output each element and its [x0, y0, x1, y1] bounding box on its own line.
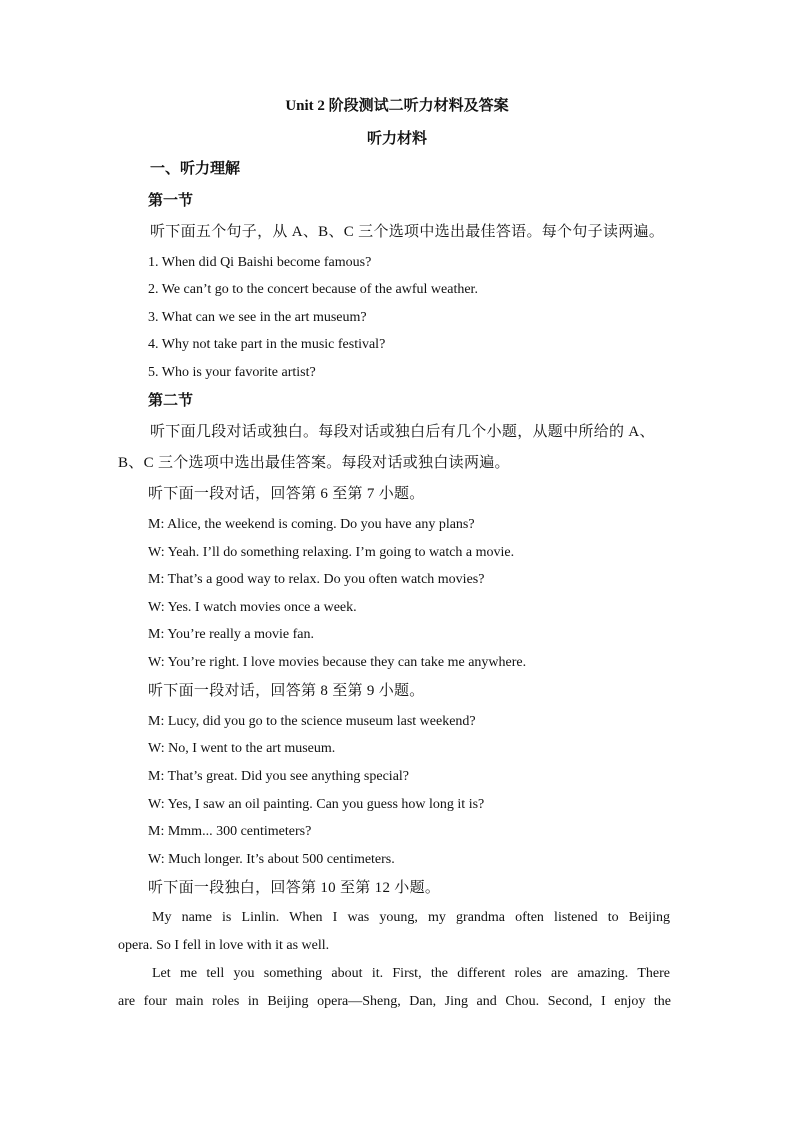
dialog-line: M: That’s a good way to relax. Do you often watch movies? [148, 572, 485, 587]
dialog-line: W: No, I went to the art museum. [148, 741, 336, 756]
list-item: 2. We can’t go to the concert because of the awful weather. [148, 282, 478, 297]
dialog2-intro: 听下面一段对话，回答第 8 至第 9 小题。 [148, 683, 425, 699]
monologue-paragraph1-line2: opera. So I fell in love with it as well. [118, 938, 330, 953]
dialog-line: M: Alice, the weekend is coming. Do you have any plans? [148, 517, 475, 532]
part2-instruction-line1: 听下面几段对话或独白。每段对话或独白后有几个小题，从题中所给的 A、 [150, 424, 655, 440]
monologue-paragraph2-line1: Let me tell you something about it. First, the different roles are amazing. There [152, 966, 670, 981]
dialog-line: W: Yeah. I’ll do something relaxing. I’m going to watch a movie. [148, 545, 515, 560]
list-item: 3. What can we see in the art museum? [148, 310, 367, 325]
dialog-line: W: Yes. I watch movies once a week. [148, 600, 357, 615]
dialog-line: M: You’re really a movie fan. [148, 627, 315, 642]
list-item: 1. When did Qi Baishi become famous? [148, 255, 372, 270]
list-item: 5. Who is your favorite artist? [148, 365, 316, 380]
dialog-line: W: Yes, I saw an oil painting. Can you guess how long it is? [148, 797, 485, 812]
part2-instruction-line2: B、C 三个选项中选出最佳答案。每段对话或独白读两遍。 [118, 455, 510, 471]
dialog-line: M: Mmm... 300 centimeters? [148, 824, 312, 839]
dialog-line: W: Much longer. It’s about 500 centimeters. [148, 852, 395, 867]
dialog-line: M: That’s great. Did you see anything special? [148, 769, 410, 784]
monologue-intro: 听下面一段独白，回答第 10 至第 12 小题。 [148, 880, 441, 896]
monologue-paragraph1-line1: My name is Linlin. When I was young, my grandma often listened to Beijing [152, 910, 670, 925]
dialog-line: M: Lucy, did you go to the science museum last weekend? [148, 714, 476, 729]
part1-instruction: 听下面五个句子，从 A、B、C 三个选项中选出最佳答语。每个句子读两遍。 [150, 224, 665, 240]
list-item: 4. Why not take part in the music festival? [148, 337, 386, 352]
part1-heading: 第一节 [148, 193, 194, 209]
section-heading: 一、听力理解 [150, 161, 241, 177]
dialog1-intro: 听下面一段对话，回答第 6 至第 7 小题。 [148, 486, 425, 502]
part2-heading: 第二节 [148, 393, 194, 409]
document-title: Unit 2 阶段测试二听力材料及答案 [285, 98, 509, 114]
document-subtitle: 听力材料 [366, 131, 427, 147]
dialog-line: W: You’re right. I love movies because they can take me anywhere. [148, 655, 527, 670]
monologue-paragraph2-line2: are four main roles in Beijing opera—Sheng, Dan, Jing and Chou. Second, I enjoy the [118, 994, 671, 1009]
